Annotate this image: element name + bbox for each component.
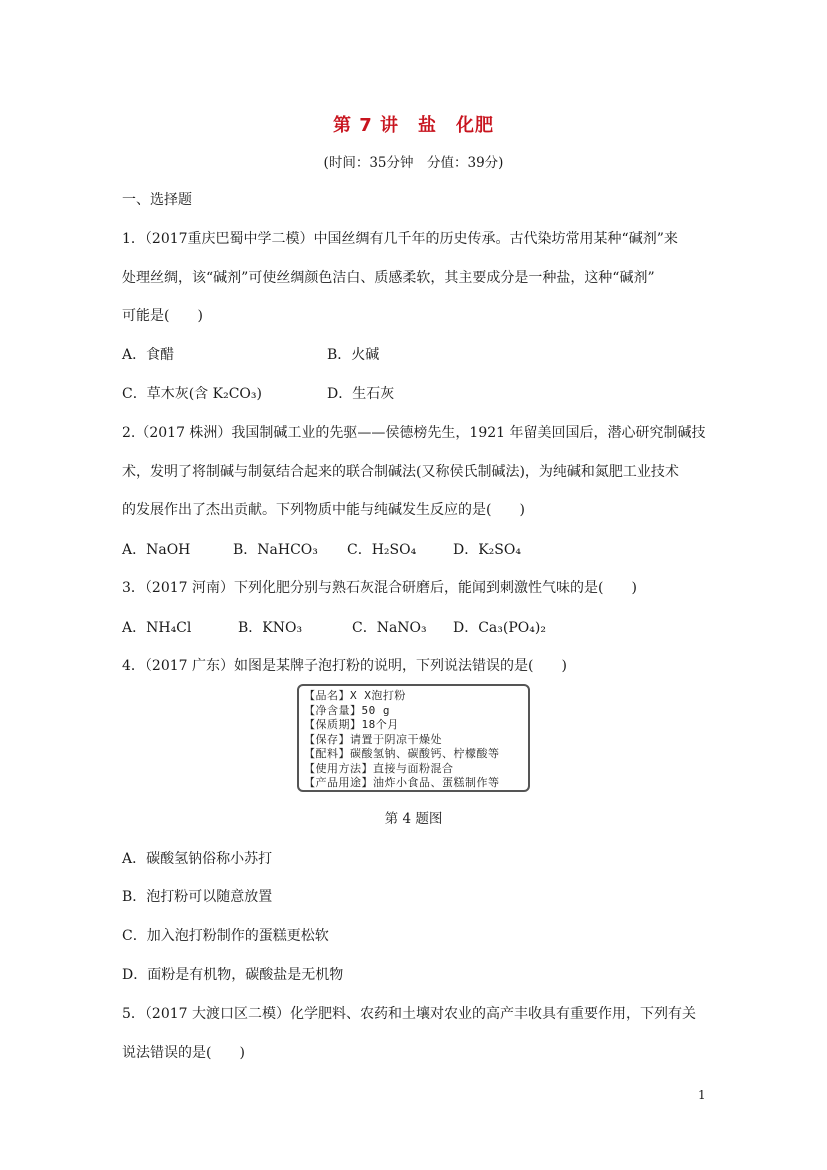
- q3-line-1: 3．（2017 河南）下列化肥分别与熟石灰混合研磨后，能闻到刺激性气味的是( ): [122, 580, 637, 596]
- q1-line-3: 可能是( ): [122, 308, 203, 324]
- q1-option-c: C．草木灰(含 K₂CO₃): [122, 386, 262, 402]
- label-row-usage: 【使用方法】直接与面粉混合: [304, 761, 454, 775]
- q4-option-b: B．泡打粉可以随意放置: [122, 889, 273, 905]
- q2-option-c: C．H₂SO₄: [347, 542, 417, 558]
- label-row-shelf-life: 【保质期】18个月: [304, 718, 399, 731]
- label-row-name: 【品名】X X泡打粉: [304, 689, 406, 702]
- q2-option-d: D．K₂SO₄: [453, 542, 521, 558]
- q2-option-a: A．NaOH: [122, 542, 191, 558]
- q3-option-c: C．NaNO₃: [352, 620, 427, 636]
- label-row-storage: 【保存】请置于阴凉干燥处: [304, 732, 442, 746]
- baking-powder-label-figure: [297, 684, 530, 792]
- q5-line-2: 说法错误的是( ): [122, 1045, 245, 1061]
- q1-line-2: 处理丝绸，该“碱剂”可使丝绸颜色洁白、质感柔软，其主要成分是一种盐，这种“碱剂”: [122, 270, 655, 286]
- q3-option-b: B．KNO₃: [238, 620, 303, 636]
- q2-line-1: 2.（2017 株洲）我国制碱工业的先驱——侯德榜先生，1921 年留美回国后，潜心研究制碱技: [122, 425, 706, 441]
- label-row-net-content: 【净含量】50 g: [304, 703, 390, 717]
- q3-option-d: D．Ca₃(PO₄)₂: [453, 620, 546, 636]
- q1-option-b: B．火碱: [327, 347, 380, 363]
- page-number: 1: [698, 1088, 706, 1102]
- label-row-ingredients: 【配料】碳酸氢钠、碳酸钙、柠檬酸等: [304, 747, 500, 760]
- q4-option-d: D．面粉是有机物，碳酸盐是无机物: [122, 967, 344, 983]
- label-row-purpose: 【产品用途】油炸小食品、蛋糕制作等: [304, 776, 500, 789]
- q2-line-2: 术，发明了将制碱与制氨结合起来的联合制碱法(又称侯氏制碱法)，为纯碱和氮肥工业技术: [122, 464, 679, 480]
- q4-line-1: 4．（2017 广东）如图是某牌子泡打粉的说明，下列说法错误的是( ): [122, 658, 567, 674]
- q2-option-b: B．NaHCO₃: [233, 542, 318, 558]
- page-title: 第 7 讲 盐 化肥: [332, 115, 495, 136]
- q1-option-a: A．食醋: [122, 347, 175, 363]
- q2-line-3: 的发展作出了杰出贡献。下列物质中能与纯碱发生反应的是( ): [122, 502, 525, 518]
- time-score-info: (时间：35分钟 分值：39分): [323, 155, 504, 171]
- q1-line-1: 1．（2017重庆巴蜀中学二模）中国丝绸有几千年的历史传承。古代染坊常用某种“碱剂”来: [122, 231, 678, 247]
- figure-caption: 第 4 题图: [384, 811, 443, 827]
- q4-option-a: A．碳酸氢钠俗称小苏打: [122, 851, 273, 867]
- section-heading: 一、选择题: [122, 192, 192, 208]
- q5-line-1: 5．（2017 大渡口区二模）化学肥料、农药和土壤对农业的高产丰收具有重要作用，下列有关: [122, 1006, 696, 1022]
- q4-option-c: C．加入泡打粉制作的蛋糕更松软: [122, 928, 329, 944]
- q1-option-d: D．生石灰: [327, 386, 395, 402]
- q3-option-a: A．NH₄Cl: [122, 620, 192, 636]
